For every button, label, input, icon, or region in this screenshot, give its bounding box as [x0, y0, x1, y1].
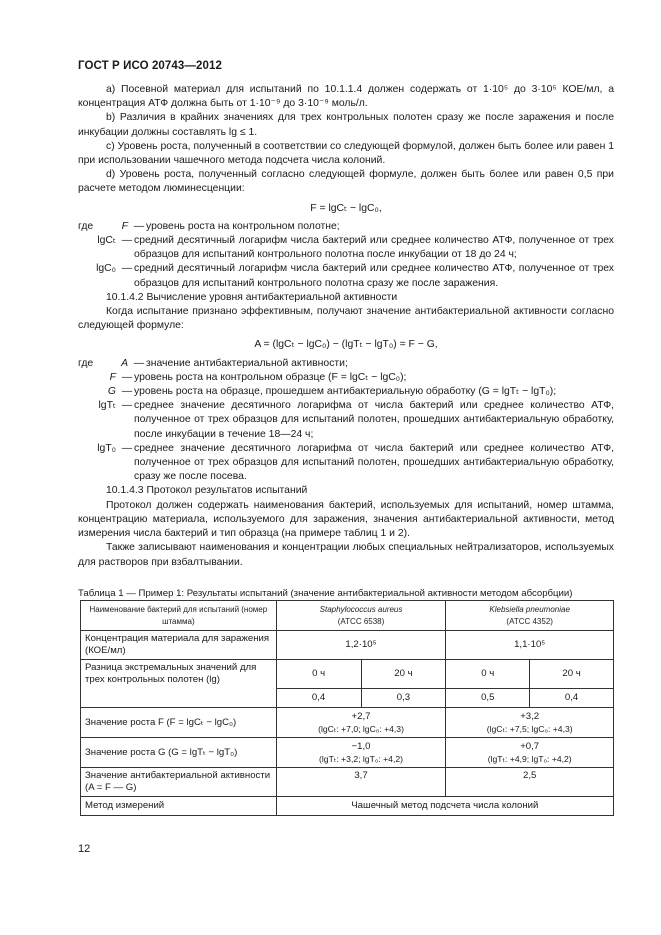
definition-item [78, 262, 614, 290]
table-header-row [81, 601, 614, 631]
cell-a-sa: 3,7 [276, 768, 446, 797]
cell-g-kp [446, 738, 614, 768]
definition-dash: — [121, 400, 133, 412]
definition-prefix: где [78, 357, 94, 369]
page-number: 12 [78, 843, 91, 855]
paragraph-a: а) Посевной материал для испытаний по 10.1.1.4 должен содержать от 1·10⁵ до 3·10⁵ КОЕ/мл, а концентрация АТФ должна быть от 1·10⁻⁹ до 3·10⁻⁹ моль/л. [78, 84, 614, 110]
definition-item [78, 357, 614, 371]
cell-sa-20h: 0,3 [361, 689, 446, 708]
definition-symbol: A [121, 357, 128, 369]
cell-a-kp: 2,5 [446, 768, 614, 797]
cell-f-kp-detail: (lgCₜ: +7,5; lgC₀: +4,3) [486, 723, 573, 734]
cell-method: Чашечный метод подсчета числа колоний [276, 797, 613, 816]
row-label-activity: Значение антибактериальной активности (A = F — G) [81, 768, 277, 797]
table-row [81, 738, 614, 768]
row-label-concentration: Концентрация материала для заражения (КОЕ/мл) [81, 631, 277, 660]
cell-kp-0h-head: 0 ч [446, 660, 530, 689]
row-label-difference: Разница экстремальных значений для трех контрольных полотен (lg) [81, 660, 277, 708]
paragraph-d: d) Уровень роста, полученный согласно следующей формуле, должен быть более или равен 0,5 при расчете методом люминесценции: [78, 169, 614, 195]
cell-sa-0h-head: 0 ч [276, 660, 361, 689]
cell-kp-0h: 0,5 [446, 689, 530, 708]
definition-text: средний десятичный логарифм числа бактерий или среднее количество АТФ, полученное от трех образцов для испытаний контрольного полотна сразу же после заражения. [134, 263, 614, 289]
header-sa-name: Staphylococcus aureus [319, 604, 403, 614]
cell-conc-kp: 1,1·10⁵ [446, 631, 614, 660]
definition-prefix: где [78, 220, 94, 232]
header-sa-strain: (ATCC 6538) [337, 616, 385, 626]
table-row [81, 631, 614, 660]
definition-symbol: lgCₜ [97, 235, 116, 247]
section-heading-10143: 10.1.4.3 Протокол результатов испытаний [106, 485, 308, 497]
table-row [81, 708, 614, 738]
section-text-10143-1: Протокол должен содержать наименования бактерий, используемых для испытаний, номер штамма, концентрацию материала, используемого для заражения, значения антибактериальной активности, метод измерения числа бактерий и тип образца (на примере таблиц 1 и 2). [78, 499, 614, 540]
header-bacteria: Наименование бактерий для испытаний (номер штамма) [81, 601, 277, 631]
header-klebsiella [446, 601, 614, 631]
definition-dash: — [133, 220, 145, 232]
definition-dash: — [121, 263, 133, 275]
definition-text: средний десятичный логарифм числа бактерий или среднее количество АТФ, полученное от трех образцов для испытаний контрольного полотна после инкубации от 18 до 24 ч; [134, 235, 614, 261]
definition-symbol: lgC₀ [96, 263, 116, 275]
header-kp-strain: (ATCC 4352) [506, 616, 553, 626]
definition-dash: — [121, 235, 133, 247]
results-table [80, 600, 614, 816]
cell-g-kp-detail: (lgTₜ: +4,9; lgT₀: +4,2) [487, 753, 572, 764]
row-label-method: Метод измерений [81, 797, 277, 816]
cell-f-sa-value: +2,7 [351, 710, 371, 722]
cell-g-sa [276, 738, 446, 768]
paragraph-c: c) Уровень роста, полученный в соответствии со следующей формулой, должен быть более или равен 1 при использовании чашечного метода подсчета числа колоний. [78, 140, 614, 167]
definition-symbol: G [107, 386, 116, 398]
definition-text: среднее значение десятичного логарифма от числа бактерий или среднее количество АТФ, полученное от трех образцов для испытаний полотен, прошедших антибактериальную обработку, сразу же после посева. [134, 442, 614, 483]
cell-f-sa [276, 708, 446, 738]
paragraph-b: b) Различия в крайних значениях для трех контрольных полотен сразу же после заражения и после инкубации должны составлять lg ≤ 1. [78, 112, 614, 138]
definition-text: среднее значение десятичного логарифма от числа бактерий или среднее количество АТФ, полученное от трех образцов для испытаний полотен, прошедших антибактериальную обработку, после инкубации в течение 18—24 ч; [134, 400, 614, 440]
cell-g-sa-value: −1,0 [351, 740, 371, 752]
formula-f: F = lgCₜ − lgC₀, [310, 202, 382, 214]
section-text-10142: Когда испытание признано эффективным, получают значение антибактериальной активности согласно следующей формуле: [78, 306, 614, 332]
definition-symbol: F [121, 220, 128, 232]
cell-g-kp-value: +0,7 [520, 740, 540, 752]
definition-dash: — [121, 442, 133, 454]
cell-sa-0h: 0,4 [276, 689, 361, 708]
definition-item [78, 220, 614, 234]
definition-symbol: lgTₜ [98, 400, 116, 412]
cell-kp-20h: 0,4 [530, 689, 614, 708]
document-header: ГОСТ Р ИСО 20743—2012 [78, 60, 223, 72]
formula-a: A = (lgCₜ − lgC₀) − (lgTₜ − lgT₀) = F − G, [254, 339, 438, 351]
cell-f-kp [446, 708, 614, 738]
cell-conc-sa: 1,2·10⁵ [276, 631, 446, 660]
definition-symbol: lgT₀ [97, 442, 116, 454]
definition-item [78, 399, 614, 442]
cell-g-sa-detail: (lgTₜ: +3,2; lgT₀: +4,2) [319, 753, 403, 764]
cell-sa-20h-head: 20 ч [361, 660, 446, 689]
section-heading-10142: 10.1.4.2 Вычисление уровня антибактериальной активности [106, 291, 398, 303]
definition-text: уровень роста на образце, прошедшем антибактериальную обработку (G = lgTₜ − lgT₀); [134, 386, 557, 398]
section-text-10143-2: Также записывают наименования и концентрации любых специальных нейтрализаторов, используемых для растворов при взбалтывании. [78, 542, 614, 568]
definition-text: уровень роста на контрольном полотне; [146, 220, 340, 232]
definition-dash: — [133, 357, 145, 369]
definition-item [78, 371, 614, 385]
table-caption: Таблица 1 — Пример 1: Результаты испытаний (значение антибактериальной активности методом абсорбции) [78, 588, 573, 599]
definition-item [78, 234, 614, 262]
definition-symbol: F [109, 371, 116, 383]
definition-item [78, 442, 614, 485]
definitions-2 [78, 357, 614, 485]
definitions-1 [78, 220, 614, 291]
definition-text: значение антибактериальной активности; [146, 357, 348, 369]
table-row [81, 660, 614, 689]
table-row [81, 797, 614, 816]
definition-item [78, 385, 614, 399]
definition-text: уровень роста на контрольном образце (F = lgCₜ − lgC₀); [134, 371, 407, 383]
cell-kp-20h-head: 20 ч [530, 660, 614, 689]
definition-dash: — [121, 371, 133, 383]
cell-f-kp-value: +3,2 [520, 710, 540, 722]
definition-dash: — [121, 386, 133, 398]
row-label-f: Значение роста F (F = lgCₜ − lgC₀) [81, 708, 277, 738]
header-staphylococcus [276, 601, 446, 631]
document-body [78, 83, 614, 570]
header-kp-name: Klebsiella pneumoniae [489, 604, 570, 614]
cell-f-sa-detail: (lgCₜ: +7,0; lgC₀: +4,3) [318, 723, 404, 734]
table-row [81, 768, 614, 797]
row-label-g: Значение роста G (G = lgTₜ − lgT₀) [81, 738, 277, 768]
